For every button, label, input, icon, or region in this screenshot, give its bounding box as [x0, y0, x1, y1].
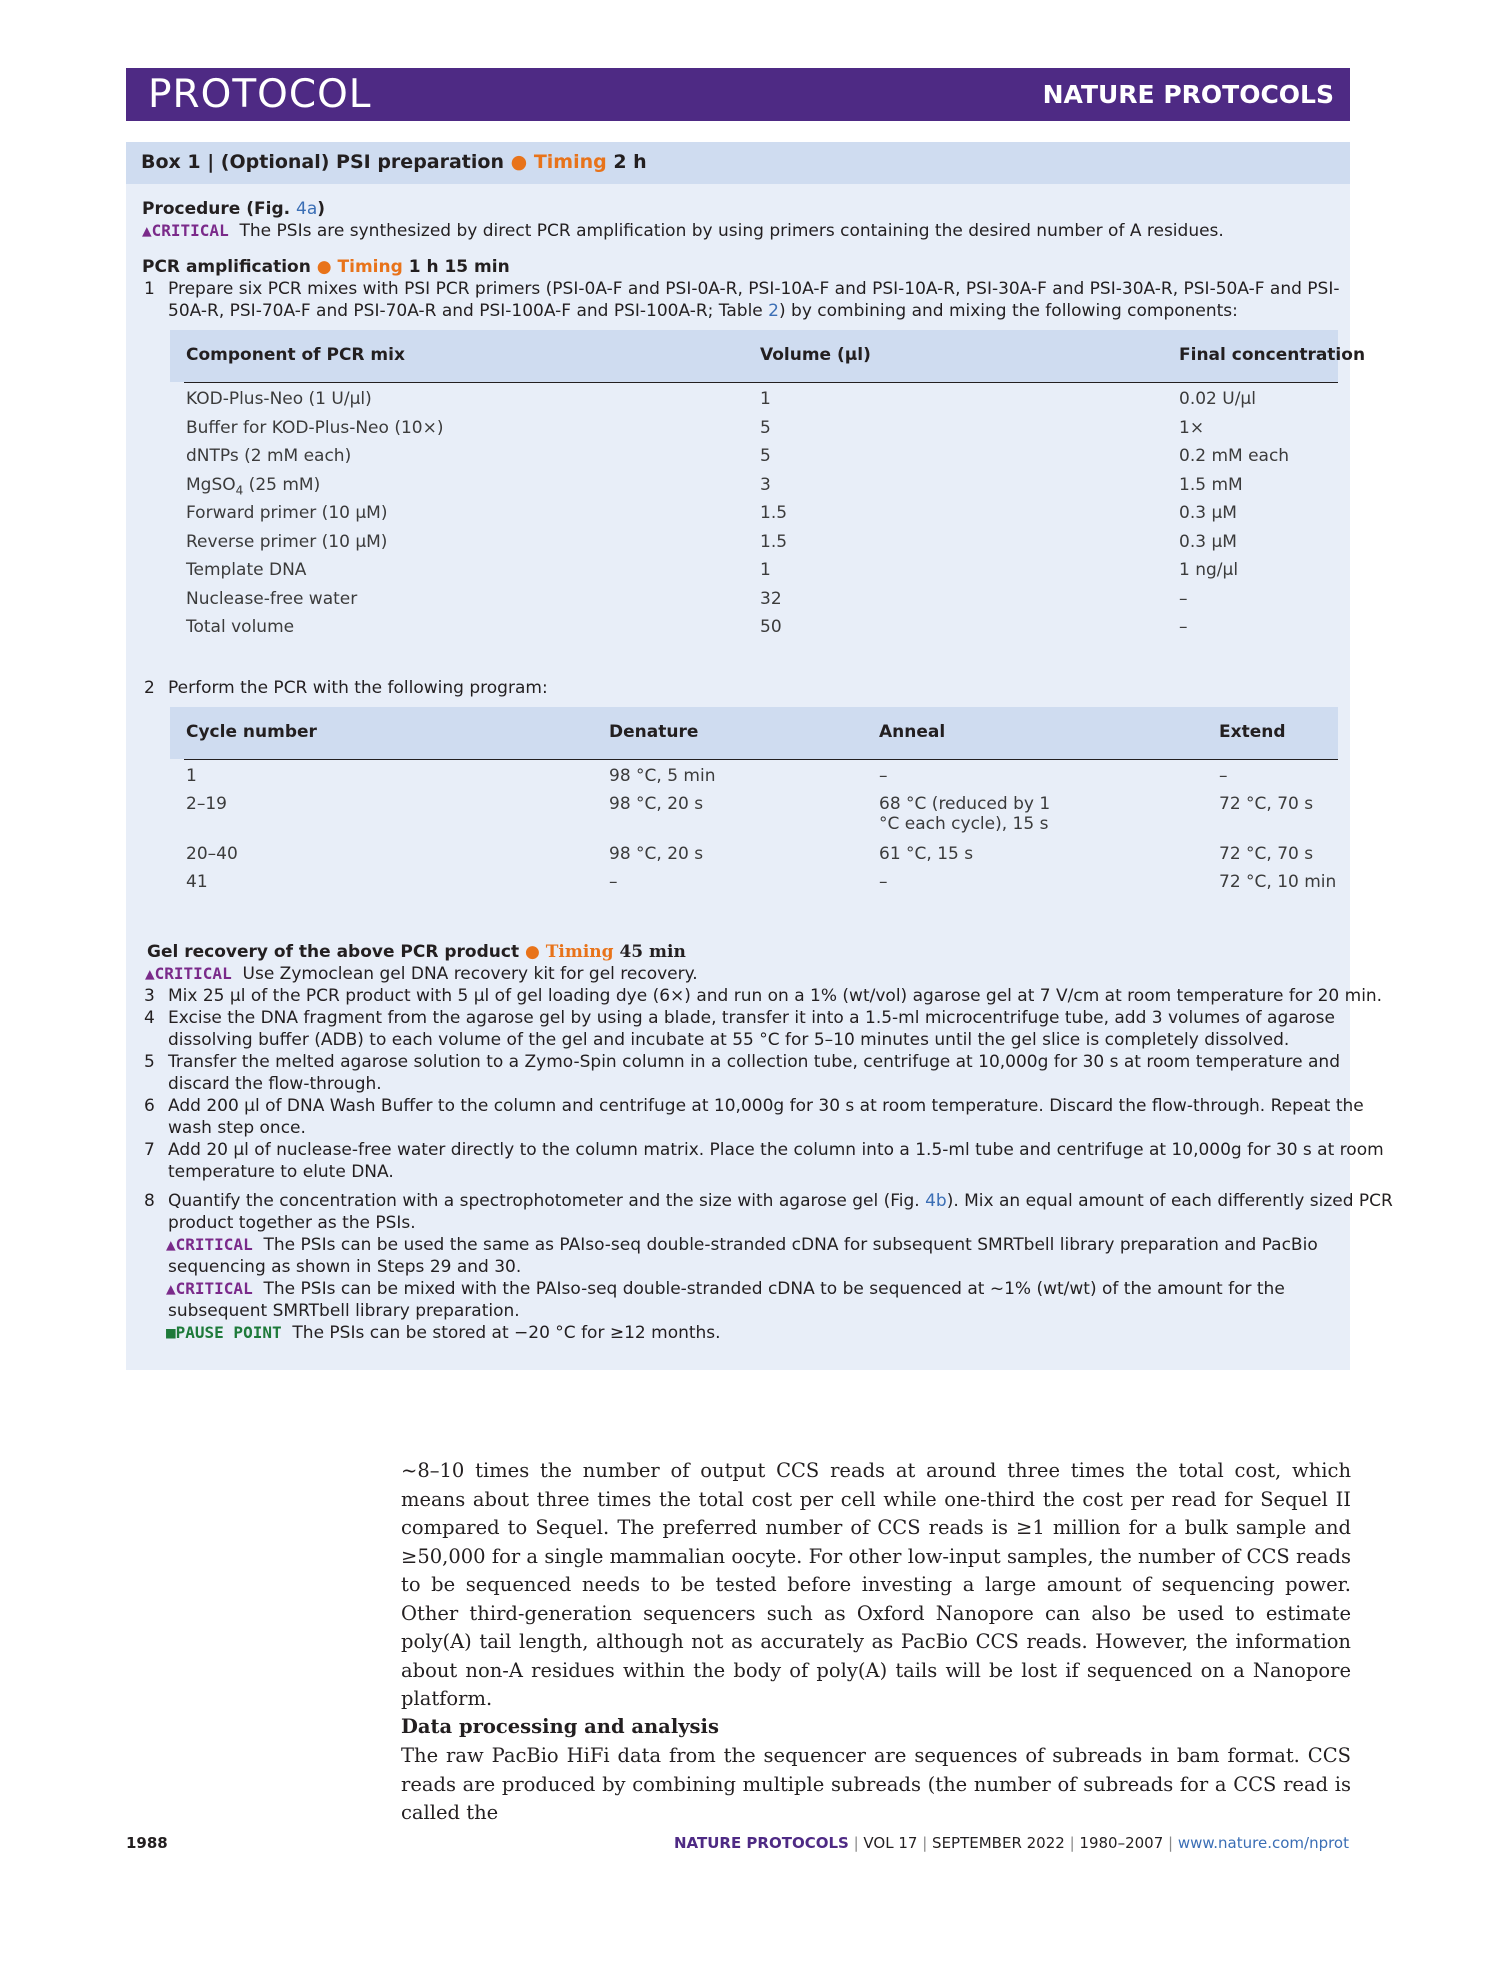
table-cell: 0.3 μM	[1179, 503, 1237, 523]
table-cell: –	[1219, 766, 1228, 786]
table-cell: 1	[760, 560, 771, 580]
table-cell: 98 °C, 5 min	[609, 766, 716, 786]
table-cell: 20–40	[186, 844, 238, 864]
table-cell: 41	[186, 872, 208, 892]
table-cell: 50	[760, 617, 782, 637]
table-cell: –	[1179, 588, 1188, 609]
step-text: Excise the DNA fragment from the agarose gel by using a blade, transfer it into a 1.5-ml microcentrifuge tube, add 3 volumes of agarose	[168, 1008, 1335, 1028]
table-cell: KOD-Plus-Neo (1 U/μl)	[186, 389, 372, 409]
step-number: 1	[144, 279, 155, 299]
col-header: Cycle number	[186, 722, 317, 742]
critical-note-1: ▲CRITICAL The PSIs are synthesized by direct PCR amplification by using primers containing the desired number of A residues.	[142, 221, 1224, 241]
table-cell: 68 °C (reduced by 1	[879, 794, 1051, 814]
step-1-line-1: Prepare six PCR mixes with PSI PCR primers (PSI-0A-F and PSI-0A-R, PSI-10A-F and PSI-10A-R, PSI-30A-F and PSI-30A-R, PSI-50A-F and PSI-	[168, 279, 1340, 299]
step-text: Mix 25 μl of the PCR product with 5 μl of gel loading dye (6×) and run on a 1% (wt/vol) agarose gel at 7 V/cm at room temperature for 20 min.	[168, 986, 1383, 1006]
timing-dot-icon: ●	[510, 151, 528, 173]
procedure-heading: Procedure (Fig. 4a)	[142, 199, 326, 219]
gel-heading: Gel recovery of the above PCR product ● Timing 45 min	[147, 942, 686, 962]
table-cell: 2–19	[186, 794, 227, 814]
step-8-line-1: Quantify the concentration with a spectrophotometer and the size with agarose gel (Fig. 4b). Mix an equal amount of each differently sized PCR	[168, 1191, 1393, 1211]
table-cell: –	[1179, 617, 1188, 637]
step-number: 3	[144, 986, 155, 1006]
table-cell: Reverse primer (10 μM)	[186, 531, 388, 552]
table-cell: –	[609, 872, 618, 892]
critical-note-2: ▲CRITICAL Use Zymoclean gel DNA recovery kit for gel recovery.	[145, 964, 698, 984]
table-cell: 32	[760, 588, 782, 609]
table-cell: –	[879, 872, 888, 892]
table-cell: 1	[760, 389, 771, 409]
table-cell: Template DNA	[186, 560, 307, 580]
step-text: temperature to elute DNA.	[168, 1162, 394, 1182]
table-2-link[interactable]: 2	[768, 301, 779, 321]
step-number: 6	[144, 1096, 155, 1116]
box-header	[126, 142, 1350, 184]
table-cell: 3	[760, 474, 771, 495]
table-cell: Forward primer (10 μM)	[186, 503, 388, 523]
step-text: Add 200 μl of DNA Wash Buffer to the column and centrifuge at 10,000g for 30 s at room temperature. Discard the flow-through. Repeat the	[168, 1096, 1364, 1116]
fig-4b-link[interactable]: 4b	[925, 1191, 947, 1211]
table-cell: °C each cycle), 15 s	[879, 814, 1049, 834]
step-number: 8	[144, 1191, 155, 1211]
critical-note-4-cont: subsequent SMRTbell library preparation.	[168, 1301, 520, 1321]
col-header: Denature	[609, 722, 699, 742]
timing-value: 2 h	[606, 151, 647, 173]
table-cell: 1.5	[760, 531, 788, 552]
table-cell: 1×	[1179, 417, 1205, 438]
table-cell: 0.3 μM	[1179, 531, 1237, 552]
table-header	[170, 330, 1366, 382]
step-number: 5	[144, 1052, 155, 1072]
body-paragraph-2: The raw PacBio HiFi data from the sequencer are sequences of subreads in bam format. CCS reads are produced by combining multiple subreads (the number of subreads for a CCS read is called the	[401, 1744, 1351, 1824]
step-text: wash step once.	[168, 1118, 306, 1138]
box-title: Box 1 | (Optional) PSI preparation ● Timing 2 h	[141, 151, 647, 173]
table-cell: 61 °C, 15 s	[879, 844, 974, 864]
table-cell: 0.02 U/μl	[1179, 389, 1256, 409]
table-cell: 0.2 mM each	[1179, 446, 1290, 466]
pcr-mix-table	[170, 330, 1366, 650]
table-header	[170, 707, 1338, 759]
table-cell: 98 °C, 20 s	[609, 844, 704, 864]
header-journal: NATURE PROTOCOLS	[1042, 80, 1334, 109]
timing-dot-icon: ●	[316, 257, 332, 277]
timing-dot-icon: ●	[524, 942, 540, 962]
section-heading: Data processing and analysis	[401, 1715, 719, 1738]
table-cell: 1 ng/μl	[1179, 560, 1239, 580]
table-cell: 98 °C, 20 s	[609, 794, 704, 814]
critical-note-4: ▲CRITICAL The PSIs can be mixed with the PAIso-seq double-stranded cDNA to be sequenced at ~1% (wt/wt) of the amount for the	[166, 1279, 1285, 1299]
pause-point: ■PAUSE POINT The PSIs can be stored at −20 °C for ≥12 months.	[166, 1323, 721, 1343]
step-text: discard the flow-through.	[168, 1074, 382, 1094]
journal-url-link[interactable]: www.nature.com/nprot	[1177, 1834, 1349, 1852]
step-number: 4	[144, 1008, 155, 1028]
pcr-heading: PCR amplification ● Timing 1 h 15 min	[142, 257, 510, 277]
table-cell: 72 °C, 10 min	[1219, 872, 1337, 892]
header-protocol: PROTOCOL	[148, 72, 372, 117]
step-number: 2	[144, 678, 155, 698]
step-text: Add 20 μl of nuclease-free water directly to the column matrix. Place the column into a 1.5-ml tube and centrifuge at 10,000g for 30 s at room	[168, 1140, 1384, 1160]
header-banner	[126, 68, 1350, 121]
col-header: Extend	[1219, 722, 1286, 742]
table-rule	[184, 759, 1338, 760]
table-cell: Buffer for KOD-Plus-Neo (10×)	[186, 417, 444, 438]
critical-note-3-cont: sequencing as shown in Steps 29 and 30.	[168, 1257, 522, 1277]
table-cell: Nuclease-free water	[186, 588, 358, 609]
table-cell: 5	[760, 446, 771, 466]
col-header: Component of PCR mix	[186, 345, 405, 365]
col-header: Volume (μl)	[760, 345, 871, 365]
timing-label: Timing	[533, 151, 607, 173]
table-cell: 1	[186, 766, 197, 786]
step-number: 7	[144, 1140, 155, 1160]
footer-citation: NATURE PROTOCOLS | VOL 17 | SEPTEMBER 2022 | 1980–2007 | www.nature.com/nprot	[673, 1834, 1349, 1852]
step-text: dissolving buffer (ADB) to each volume of the gel and incubate at 55 °C for 5–10 minutes until the gel slice is completely dissolved.	[168, 1030, 1290, 1050]
step-8-line-2: product together as the PSIs.	[168, 1213, 416, 1233]
table-cell: 72 °C, 70 s	[1219, 794, 1314, 814]
step-2-text: Perform the PCR with the following program:	[168, 678, 548, 698]
pcr-program-table	[170, 707, 1338, 907]
table-cell: dNTPs (2 mM each)	[186, 446, 352, 466]
table-cell: Total volume	[186, 617, 295, 637]
table-cell: 1.5 mM	[1179, 474, 1243, 495]
step-1-line-2: 50A-R, PSI-70A-F and PSI-70A-R and PSI-100A-F and PSI-100A-R; Table 2) by combining and mixing the following components:	[168, 301, 1238, 321]
table-cell: 5	[760, 417, 771, 438]
col-header: Anneal	[879, 722, 946, 742]
table-cell: 1.5	[760, 503, 788, 523]
body-paragraph-1: ~8–10 times the number of output CCS reads at around three times the total cost, which means about three times the total cost per cell while one-third the cost per read for Sequel II compared to Sequel. The preferred number of CCS reads is ≥1 million for a bulk sample and ≥50,000 for a single mammalian oocyte. For other low-input samples, the number of CCS reads to be sequenced needs to be tested before investing a large amount of sequencing power. Other third-generation sequencers such as Oxford Nanopore can also be used to estimate poly(A) tail length, although not as accurately as PacBio CCS reads. However, the information about non-A residues within the body of poly(A) tails will be lost if sequenced on a Nanopore platform.	[401, 1459, 1351, 1710]
table-rule	[184, 382, 1338, 383]
step-text: Transfer the melted agarose solution to a Zymo-Spin column in a collection tube, centrifuge at 10,000g for 30 s at room temperature and	[168, 1052, 1340, 1072]
col-header: Final concentration	[1179, 345, 1366, 365]
pause-label: ■PAUSE POINT	[166, 1323, 282, 1342]
page-number: 1988	[126, 1834, 168, 1852]
table-cell: –	[879, 766, 888, 786]
critical-label: ▲CRITICAL	[142, 221, 229, 240]
fig-4a-link[interactable]: 4a	[296, 199, 318, 219]
critical-note-3: ▲CRITICAL The PSIs can be used the same as PAIso-seq double-stranded cDNA for subsequent SMRTbell library preparation and PacBio	[166, 1235, 1318, 1255]
table-cell: 72 °C, 70 s	[1219, 844, 1314, 864]
table-cell: MgSO$_4$ (25 mM)	[186, 474, 321, 497]
